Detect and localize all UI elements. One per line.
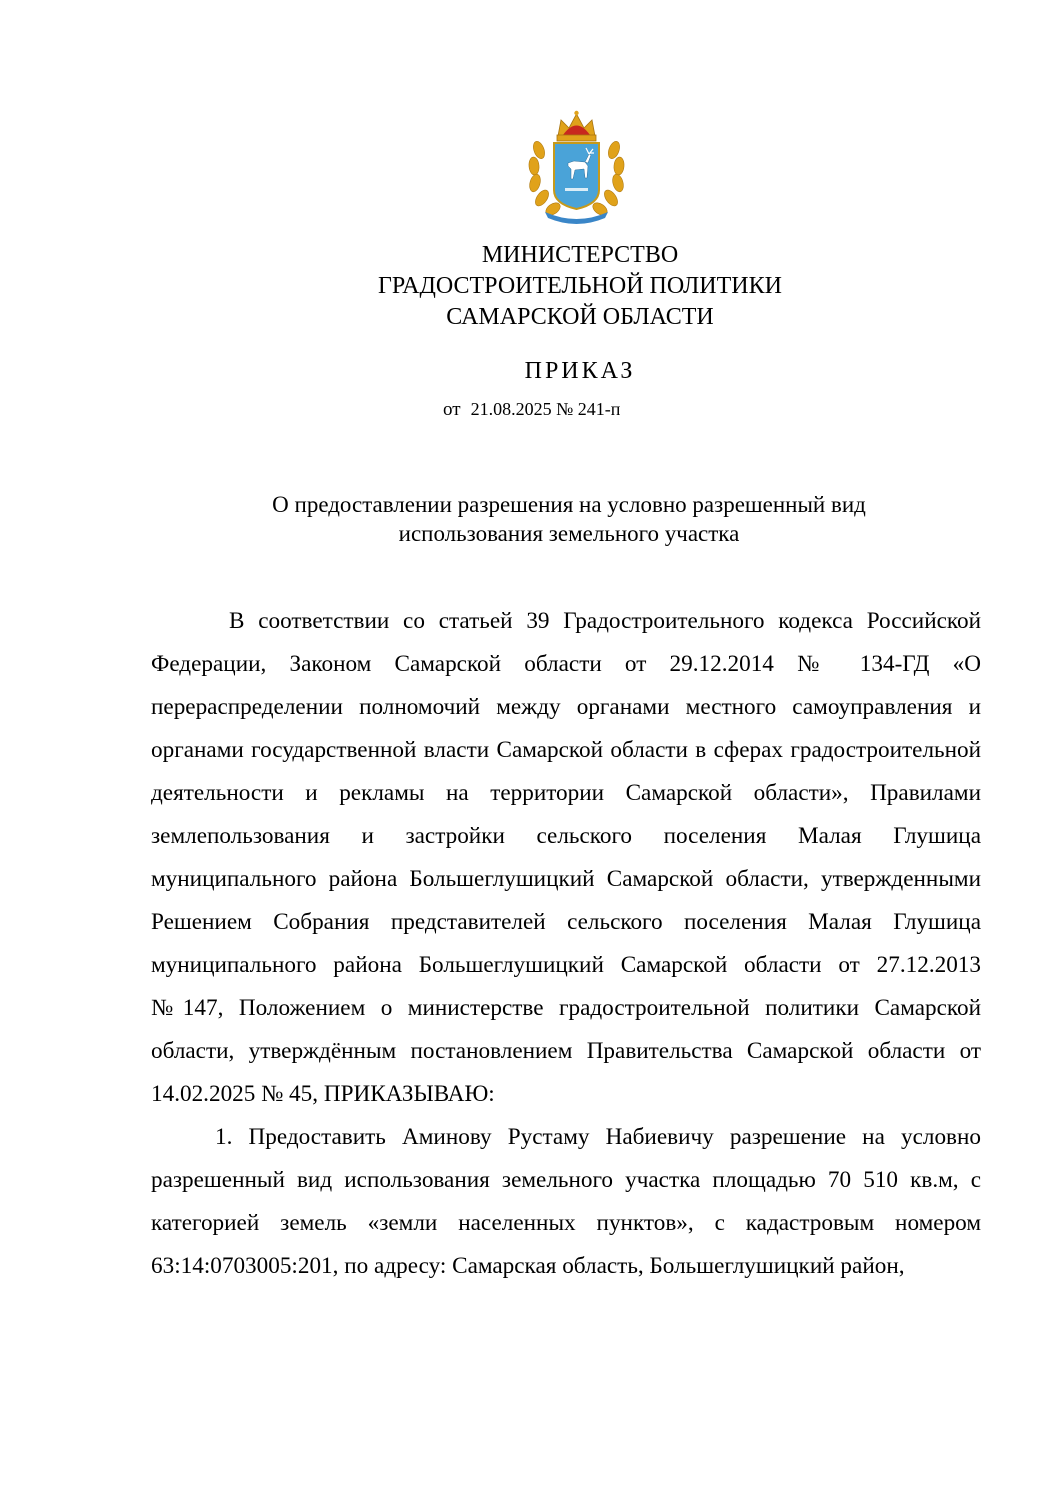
order-title: ПРИКАЗ bbox=[524, 358, 636, 384]
order-date-prefix: от bbox=[443, 399, 461, 420]
ministry-line: САМАРСКОЙ ОБЛАСТИ bbox=[446, 304, 714, 330]
ministry-line: МИНИСТЕРСТВО bbox=[481, 242, 679, 268]
ministry-name bbox=[200, 240, 960, 333]
coat-of-arms-icon bbox=[525, 108, 628, 226]
order-subject bbox=[150, 490, 988, 548]
preamble-paragraph: В соответствии со статьей 39 Градостроительного кодекса Российской Федерации, Законом Самарской области от 29.12.2014 № 134-ГД «О перераспределении полномочий между органами местного самоуправления и органами государственной власти Самарской области в сферах градостроительной деятельности и рекламы на территории Самарской области», Правилами землепользования и застройки сельского поселения Малая Глушица муниципального района Большеглушицкий Самарской области, утвержденными Решением Собрания представителей сельского поселения Малая Глушица муниципального района Большеглушицкий Самарской области от 27.12.2013 №147, Положением о министерстве градостроительной политики Самарской области, утверждённым постановлением Правительства Самарской области от 14.02.2025 № 45, ПРИКАЗЫВАЮ: bbox=[151, 608, 981, 1107]
subject-line: О предоставлении разрешения на условно разрешенный вид bbox=[272, 492, 866, 517]
ministry-line: ГРАДОСТРОИТЕЛЬНОЙ ПОЛИТИКИ bbox=[378, 273, 782, 299]
subject-line: использования земельного участка bbox=[398, 521, 740, 546]
order-body bbox=[151, 600, 981, 1288]
order-item-1: 1. Предоставить Аминову Рустаму Набиевичу разрешение на условно разрешенный вид использования земельного участка площадью 70 510 кв.м, с категорией земель «земли населенных пунктов», с кадастровым номером 63:14:0703005:201, по адресу: Самарская область, Большеглушицкий район, bbox=[151, 1124, 981, 1279]
order-date-value: 21.08.2025 № 241-п bbox=[470, 399, 621, 419]
order-date bbox=[443, 397, 620, 422]
